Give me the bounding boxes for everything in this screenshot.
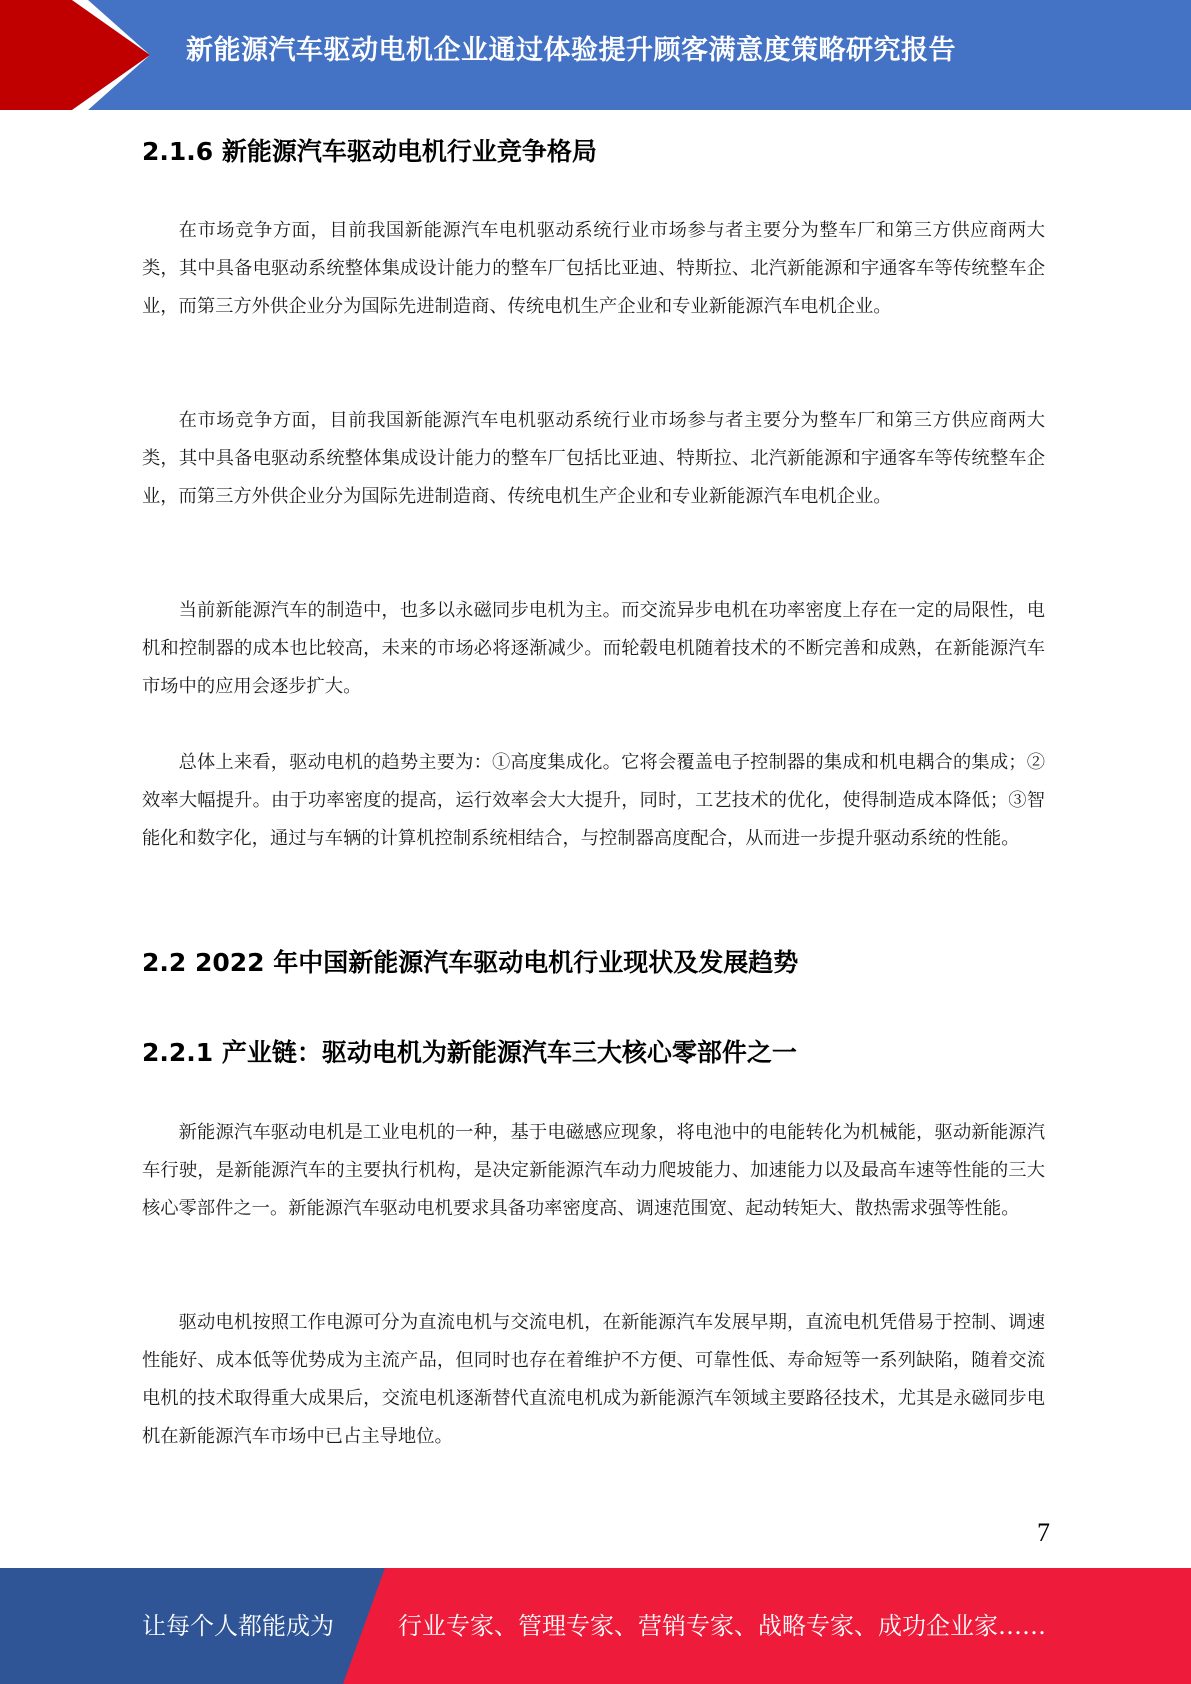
section-heading-2-1-6: 2.1.6 新能源汽车驱动电机行业竞争格局 [142, 137, 597, 166]
section-heading-2-2-1: 2.2.1 产业链：驱动电机为新能源汽车三大核心零部件之一 [142, 1038, 797, 1067]
paragraph-6: 驱动电机按照工作电源可分为直流电机与交流电机，在新能源汽车发展早期，直流电机凭借易于控制、调速性能好、成本低等优势成为主流产品，但同时也存在着维护不方便、可靠性低、寿命短等一系列缺陷，随着交流电机的技术取得重大成果后，交流电机逐渐替代直流电机成为新能源汽车领域主要路径技术，尤其是永磁同步电机在新能源汽车市场中已占主导地位。 [142, 1312, 1045, 1447]
header-title: 新能源汽车驱动电机企业通过体验提升顾客满意度策略研究报告 [186, 35, 956, 66]
paragraph-5: 新能源汽车驱动电机是工业电机的一种，基于电磁感应现象，将电池中的电能转化为机械能，驱动新能源汽车行驶，是新能源汽车的主要执行机构，是决定新能源汽车动力爬坡能力、加速能力以及最高车速等性能的三大核心零部件之一。新能源汽车驱动电机要求具备功率密度高、调速范围宽、起动转矩大、散热需求强等性能。 [142, 1122, 1045, 1219]
paragraph-4: 总体上来看，驱动电机的趋势主要为：①高度集成化。它将会覆盖电子控制器的集成和机电耦合的集成；②效率大幅提升。由于功率密度的提高，运行效率会大大提升，同时，工艺技术的优化，使得制造成本降低；③智能化和数字化，通过与车辆的计算机控制系统相结合，与控制器高度配合，从而进一步提升驱动系统的性能。 [142, 752, 1045, 849]
section-heading-2-2: 2.2 2022 年中国新能源汽车驱动电机行业现状及发展趋势 [142, 948, 799, 977]
page-footer [0, 1568, 1191, 1684]
page-number: 7 [1037, 1518, 1050, 1547]
paragraph-3: 当前新能源汽车的制造中，也多以永磁同步电机为主。而交流异步电机在功率密度上存在一定的局限性，电机和控制器的成本也比较高，未来的市场必将逐渐减少。而轮毂电机随着技术的不断完善和成熟，在新能源汽车市场中的应用会逐步扩大。 [142, 600, 1045, 697]
paragraph-2: 在市场竞争方面，目前我国新能源汽车电机驱动系统行业市场参与者主要分为整车厂和第三方供应商两大类，其中具备电驱动系统整体集成设计能力的整车厂包括比亚迪、特斯拉、北汽新能源和宇通客车等传统整车企业，而第三方外供企业分为国际先进制造商、传统电机生产企业和专业新能源汽车电机企业。 [142, 410, 1045, 507]
footer-slogan-left: 让每个人都能成为 [142, 1612, 334, 1640]
page-header [0, 0, 1191, 110]
footer-slogan-right: 行业专家、管理专家、营销专家、战略专家、成功企业家…… [398, 1612, 1046, 1640]
paragraph-1: 在市场竞争方面，目前我国新能源汽车电机驱动系统行业市场参与者主要分为整车厂和第三方供应商两大类，其中具备电驱动系统整体集成设计能力的整车厂包括比亚迪、特斯拉、北汽新能源和宇通客车等传统整车企业，而第三方外供企业分为国际先进制造商、传统电机生产企业和专业新能源汽车电机企业。 [142, 220, 1045, 317]
